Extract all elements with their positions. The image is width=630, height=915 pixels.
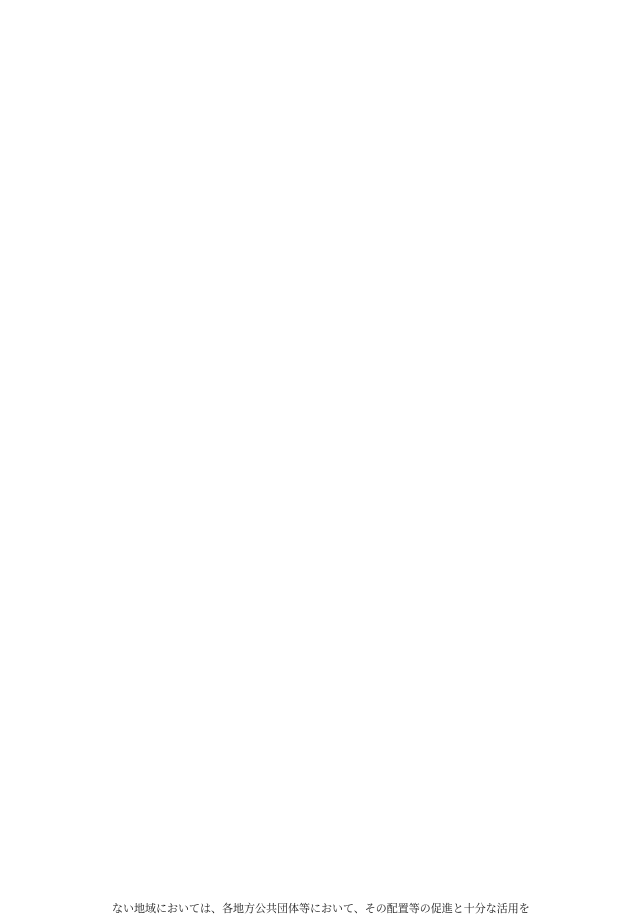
text-line: ない地域においては、各地方公共団体等において、その配置等の促進と十分な活用を [112, 902, 530, 915]
